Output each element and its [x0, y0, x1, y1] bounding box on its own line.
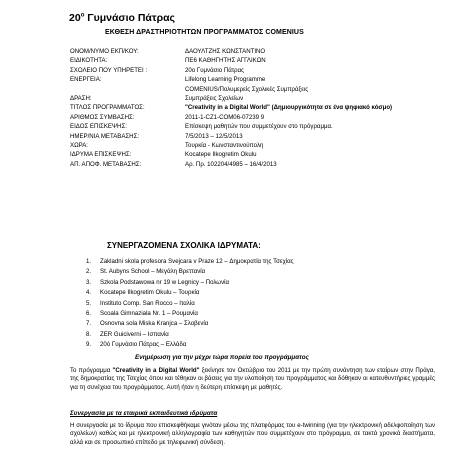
field-value: Επίσκεψη μαθητών που συμμετέχουν στο πρόγραμμα. [185, 123, 333, 131]
paragraph-program-name: "Creativity in a Digital World" [112, 367, 200, 374]
field-row-teacher-name [70, 47, 430, 56]
field-row-specialty [70, 56, 430, 65]
report-title: ΕΚΘΕΣΗ ΔΡΑΣΤΗΡΙΟΤΗΤΩΝ ΠΡΟΓΡΑΜΜΑΤΟΣ COMENIUS [105, 29, 304, 36]
list-item [86, 309, 416, 319]
field-value: Αρ. Πρ. 102204/4985 – 16/4/2013 [185, 160, 277, 168]
field-row-school [70, 66, 430, 75]
list-item [86, 319, 416, 329]
list-item [86, 278, 416, 288]
report-fields [70, 47, 430, 169]
list-number: 4. [86, 289, 92, 297]
field-value: ΔΑΟΥΛΤΖΗΣ ΚΩΝΣΤΑΝΤΙΝΟ [185, 48, 266, 55]
field-row-country [70, 141, 430, 150]
list-text: 20ό Γυμνάσιο Πάτρας – Ελλάδα [100, 341, 187, 349]
list-item [86, 257, 416, 267]
field-value-program-title: "Creativity in a Digital World" (Δημιουργικότητα σε ένα ψηφιακό κόσμο) [185, 104, 393, 112]
field-row-host-institution [70, 150, 430, 159]
field-value: Lifelong Learning Programme [185, 76, 266, 84]
field-label: ΑΠ. ΑΠΟΦ. ΜΕΤΑΒΑΣΗΣ: [70, 160, 142, 168]
list-number: 9. [86, 341, 92, 349]
field-label: ΟΝΟΜ/ΝΥΜΟ ΕΚΠ/ΚΟΥ: [70, 48, 139, 55]
field-label: ΑΡΙΘΜΟΣ ΣΥΜΒΑΣΗΣ: [70, 113, 135, 121]
school-number: 20 [69, 12, 81, 24]
list-number: 7. [86, 320, 92, 328]
school-name: Γυμνάσιο Πάτρας [87, 12, 175, 24]
field-label: ΣΧΟΛΕΙΟ ΠΟΥ ΥΠΗΡΕΤΕΙ : [70, 66, 148, 74]
field-label: ΕΙΔΟΣ ΕΠΙΣΚΕΨΗΣ: [70, 123, 127, 131]
list-number: 1. [86, 258, 92, 265]
field-label: ΧΩΡΑ: [70, 141, 88, 149]
field-row-program-title [70, 103, 430, 112]
list-item [86, 330, 416, 340]
field-row-action-cont [70, 85, 430, 94]
progress-section-title: Ενημέρωση για την μέχρι τώρα πορεία του προγράμματος [135, 354, 309, 361]
list-text: Kocatepe Ilkogretim Okulu – Τουρκία [100, 289, 200, 297]
field-row-action [70, 75, 430, 84]
field-value: 7/5/2013 – 12/5/2013 [185, 132, 243, 140]
school-title [69, 12, 175, 24]
field-value: COMENIUS/Πολυμερείς Σχολικές Συμπράξεις [185, 85, 309, 93]
school-number-suffix: ο [80, 12, 85, 19]
list-text: Osnovna sola Miska Kranjca – Σλοβενία [100, 320, 209, 328]
field-row-visit-type [70, 122, 430, 131]
list-text: Zakladni skola profesora Svejcara v Praze 12 – Δημοκρατία της Τσεχίας [100, 258, 294, 265]
list-item [86, 340, 416, 350]
list-item [86, 288, 416, 298]
paragraph-lead: Το πρόγραμμα [70, 367, 113, 374]
list-number: 2. [86, 268, 92, 276]
progress-paragraph [70, 367, 435, 392]
field-label: ΔΡΑΣΗ: [70, 94, 92, 102]
field-row-dates [70, 132, 430, 141]
field-label: ΙΔΡΥΜΑ ΕΠΙΣΚΕΨΗΣ: [70, 151, 132, 159]
field-label: ΕΙΔΙΚΟΤΗΤΑ: [70, 57, 108, 65]
cooperation-paragraph: Η συνεργασία με το ίδρυμα που επισκεφθήκαμε γινόταν μέσω της πλατφόρμας του e-twinning (για την ηλεκτρονική αδελφοποίηση των σχολείων) καθώς και με ηλεκτρονική αλληλογραφία των καθηγητών που συμμετέχουν στο πρόγραμμα, σε τακτά χρονικά διαστήματα, αλλά και σε προσωπικό επίπεδο με τηλεφωνική σύνδεση. [70, 422, 435, 446]
field-label: ΗΜΕΡ/ΝΙΑ ΜΕΤΑΒΑΣΗΣ: [70, 132, 140, 140]
list-text: ZER Guiciverni – Ισπανία [100, 330, 169, 338]
list-number: 6. [86, 309, 92, 317]
field-value: 2011-1-CZ1-COM06-07239 9 [185, 113, 265, 121]
field-value: Συμπράξεις Σχολείων [185, 94, 244, 102]
cooperation-section-title: Συνεργασία με τα εταιρικά εκπαιδευτικά ιδρύματα [70, 410, 218, 417]
field-label: ΤΙΤΛΟΣ ΠΡΟΓΡΑΜΜΑΤΟΣ: [70, 104, 145, 112]
list-text: Scoala Gimnaziala Nr. 1 – Ρουμανία [100, 309, 198, 317]
list-number: 3. [86, 278, 92, 286]
list-number: 5. [86, 299, 92, 307]
field-value: Kocatepe Ilkogretim Okulu [185, 151, 257, 159]
list-text: St. Aubyns School – Μεγάλη Βρεττανία [100, 268, 206, 276]
field-value: Τουρκία - Κωνσταντινούπολη [185, 141, 264, 149]
list-item [86, 267, 416, 277]
list-item [86, 299, 416, 309]
field-row-contract-number [70, 113, 430, 122]
field-row-drasi [70, 94, 430, 103]
list-text: Szkola Podstawowa nr 19 w Legnicy – Πολωνία [100, 278, 229, 286]
list-text: Instituto Comp. San Rocco – Ιταλία [100, 299, 195, 307]
field-value: 20ο Γυμνάσιο Πάτρας [185, 66, 245, 74]
list-number: 8. [86, 330, 92, 338]
paragraph-text: ξεκίνησε τον Οκτώβριο του 2011 με την πρώτη συνάντηση των εταίρων στην Πράγα, της δημοκρατίας της Τσεχίας όπου και τέθηκαν οι βάσεις για την υλοποίηση του προγράμματος και δόθηκαν οι κατευθυντήριες γραμμές για τη συνέχεια του προγράμματος. Αυτή ήταν η δεύτερη επίσκεψη με μαθητές. [70, 367, 435, 391]
field-row-decision-number [70, 160, 430, 169]
partners-list [86, 257, 416, 351]
field-label: ΕΝΕΡΓΕΙΑ: [70, 76, 102, 84]
partners-title: ΣΥΝΕΡΓΑΖΟΜΕΝΑ ΣΧΟΛΙΚΑ ΙΔΡΥΜΑΤΑ: [107, 241, 261, 250]
field-value: ΠΕ6 ΚΑΘΗΓΗΤΗΣ ΑΓΓΛΙΚΩΝ [185, 57, 266, 65]
